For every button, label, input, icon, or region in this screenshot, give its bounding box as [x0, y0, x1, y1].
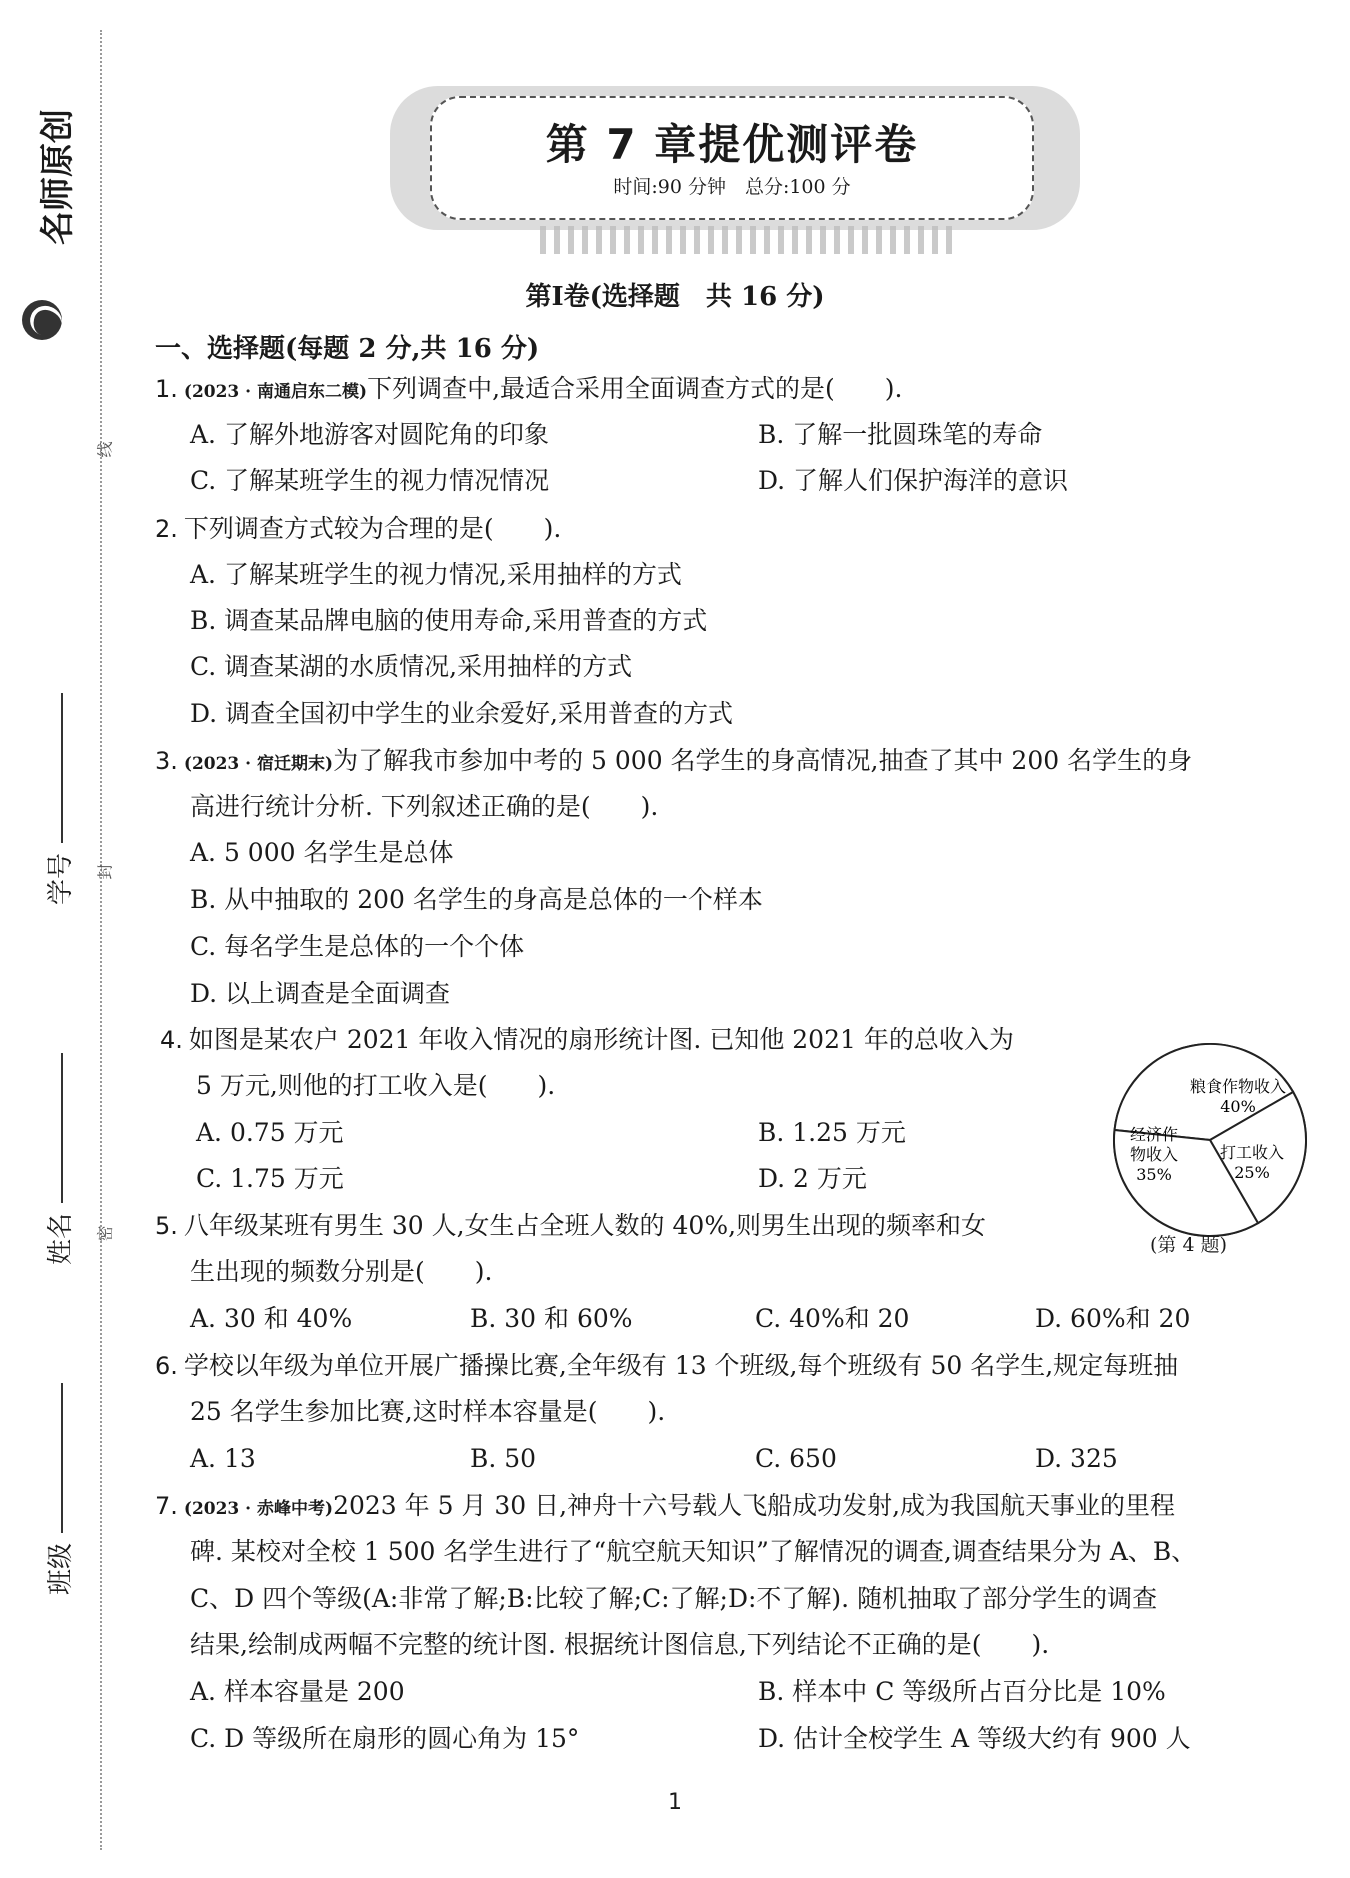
question-number: 4. — [160, 1026, 183, 1054]
question-text: 学校以年级为单位开展广播操比赛,全年级有 13 个班级,每个班级有 50 名学生,规定每班抽 — [183, 1351, 1179, 1380]
question-3-stem — [155, 744, 1192, 781]
question-1-option-a[interactable]: A. 了解外地游客对圆陀角的印象 — [190, 420, 549, 449]
question-5-stem-line-2: 生出现的频数分别是( ). — [190, 1257, 493, 1286]
name-field[interactable] — [40, 1053, 77, 1265]
title-decoration — [540, 226, 960, 254]
pie-category-label-labor: 打工收入 — [1219, 1143, 1285, 1162]
question-number: 7. — [155, 1492, 178, 1520]
seal-char-feng: 封 — [95, 863, 115, 880]
class-line — [61, 1383, 63, 1533]
pie-value-label-cash: 35% — [1136, 1165, 1172, 1184]
question-5-stem — [155, 1209, 986, 1243]
question-1-stem — [155, 372, 902, 409]
question-7-option-c[interactable]: C. D 等级所在扇形的圆心角为 15° — [190, 1724, 580, 1753]
question-number: 2. — [155, 515, 178, 543]
question-2-option-c[interactable]: C. 调查某湖的水质情况,采用抽样的方式 — [190, 652, 633, 681]
question-5-option-a[interactable]: A. 30 和 40% — [190, 1304, 353, 1333]
id-line — [61, 693, 63, 843]
question-7-stem — [155, 1489, 1175, 1526]
pie-value-label-grain: 40% — [1220, 1097, 1256, 1116]
question-4-stem — [160, 1023, 1014, 1057]
question-2-option-b[interactable]: B. 调查某品牌电脑的使用寿命,采用普查的方式 — [190, 606, 708, 635]
question-3-option-b[interactable]: B. 从中抽取的 200 名学生的身高是总体的一个样本 — [190, 885, 763, 914]
question-6-stem-line-2: 25 名学生参加比赛,这时样本容量是( ). — [190, 1397, 666, 1426]
pie-category-label-grain: 粮食作物收入 — [1189, 1077, 1287, 1096]
question-number: 3. — [155, 747, 178, 775]
seal-char-mi: 密 — [95, 1225, 115, 1242]
question-2-option-d[interactable]: D. 调查全国初中学生的业余爱好,采用普查的方式 — [190, 699, 733, 728]
question-4-option-c[interactable]: C. 1.75 万元 — [196, 1164, 344, 1193]
income-pie-chart — [1110, 1040, 1310, 1240]
question-text: 如图是某农户 2021 年收入情况的扇形统计图. 已知他 2021 年的总收入为 — [188, 1025, 1014, 1054]
question-source: (2023 · 宿迁期末) — [183, 754, 334, 774]
question-2-option-a[interactable]: A. 了解某班学生的视力情况,采用抽样的方式 — [190, 560, 682, 589]
question-6-option-c[interactable]: C. 650 — [755, 1444, 837, 1473]
id-label: 学号 — [46, 852, 76, 905]
pie-value-label-labor: 25% — [1234, 1163, 1270, 1182]
page-number: 1 — [668, 1790, 682, 1815]
question-text: 2023 年 5 月 30 日,神舟十六号载人飞船成功发射,成为我国航天事业的里程 — [333, 1491, 1176, 1520]
question-4-option-a[interactable]: A. 0.75 万元 — [196, 1118, 344, 1147]
name-line — [61, 1053, 63, 1203]
question-source: (2023 · 赤峰中考) — [183, 1499, 334, 1519]
section-heading: 第Ⅰ卷(选择题 共 16 分) — [525, 282, 825, 312]
part-heading: 一、选择题(每题 2 分,共 16 分) — [155, 334, 540, 364]
question-7-stem-line-4: 结果,绘制成两幅不完整的统计图. 根据统计图信息,下列结论不正确的是( ). — [190, 1630, 1050, 1659]
pie-category-label-cash: 物收入 — [1129, 1145, 1179, 1164]
brand-name: 名师原创 — [38, 109, 78, 245]
question-3-stem-line-2: 高进行统计分析. 下列叙述正确的是( ). — [190, 792, 659, 821]
question-5-option-d[interactable]: D. 60%和 20 — [1035, 1304, 1191, 1333]
question-number: 5. — [155, 1212, 178, 1240]
pie-category-label-cash: 经济作 — [1129, 1125, 1179, 1144]
question-source: (2023 · 南通启东二模) — [183, 382, 368, 402]
question-6-stem — [155, 1349, 1178, 1383]
seal-char-xian: 线 — [95, 441, 115, 458]
question-text: 八年级某班有男生 30 人,女生占全班人数的 40%,则男生出现的频率和女 — [183, 1211, 987, 1240]
question-6-option-a[interactable]: A. 13 — [190, 1444, 256, 1473]
name-label: 姓名 — [46, 1212, 76, 1265]
question-6-option-d[interactable]: D. 325 — [1035, 1444, 1118, 1473]
question-text: 下列调查方式较为合理的是( ). — [183, 514, 562, 543]
question-3-option-d[interactable]: D. 以上调查是全面调查 — [190, 979, 451, 1008]
id-field[interactable] — [40, 693, 77, 905]
question-4-stem-line-2: 5 万元,则他的打工收入是( ). — [196, 1071, 556, 1100]
question-text: 为了解我市参加中考的 5 000 名学生的身高情况,抽查了其中 200 名学生的身 — [333, 746, 1193, 775]
figure-caption: (第 4 题) — [1150, 1234, 1227, 1256]
question-6-option-b[interactable]: B. 50 — [470, 1444, 537, 1473]
class-field[interactable] — [40, 1383, 77, 1595]
question-text: 下列调查中,最适合采用全面调查方式的是( ). — [367, 374, 903, 403]
question-7-option-a[interactable]: A. 样本容量是 200 — [190, 1677, 405, 1706]
question-5-option-c[interactable]: C. 40%和 20 — [755, 1304, 910, 1333]
question-number: 1. — [155, 375, 178, 403]
question-2-stem — [155, 512, 561, 546]
question-number: 6. — [155, 1352, 178, 1380]
question-7-option-d[interactable]: D. 估计全校学生 A 等级大约有 900 人 — [758, 1724, 1191, 1753]
question-5-option-b[interactable]: B. 30 和 60% — [470, 1304, 633, 1333]
question-7-stem-line-2: 碑. 某校对全校 1 500 名学生进行了“航空航天知识”了解情况的调查,调查结果分为 A、B、 — [190, 1537, 1197, 1566]
question-1-option-d[interactable]: D. 了解人们保护海洋的意识 — [758, 466, 1069, 495]
question-4-option-d[interactable]: D. 2 万元 — [758, 1164, 867, 1193]
question-7-stem-line-3: C、D 四个等级(A:非常了解;B:比较了解;C:了解;D:不了解). 随机抽取了部分学生的调查 — [190, 1584, 1158, 1613]
question-3-option-c[interactable]: C. 每名学生是总体的一个个体 — [190, 932, 525, 961]
question-1-option-b[interactable]: B. 了解一批圆珠笔的寿命 — [758, 420, 1043, 449]
question-7-option-b[interactable]: B. 样本中 C 等级所占百分比是 10% — [758, 1677, 1166, 1706]
question-1-option-c[interactable]: C. 了解某班学生的视力情况情况 — [190, 466, 550, 495]
page-title: 第 7 章提优测评卷 — [545, 120, 919, 169]
question-3-option-a[interactable]: A. 5 000 名学生是总体 — [190, 838, 454, 867]
class-label: 班级 — [46, 1542, 76, 1595]
page-subtitle: 时间:90 分钟 总分:100 分 — [613, 176, 851, 198]
question-4-option-b[interactable]: B. 1.25 万元 — [758, 1118, 906, 1147]
